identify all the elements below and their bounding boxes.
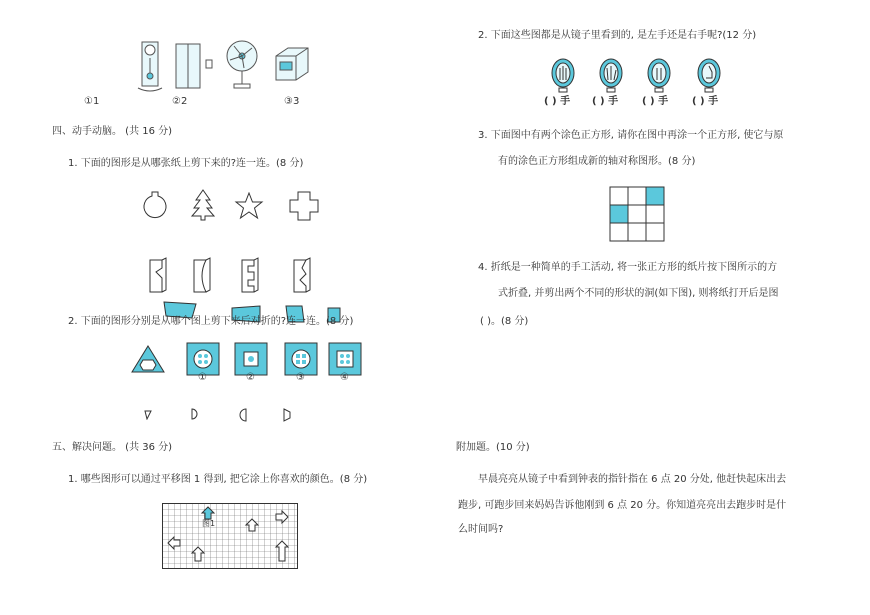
cut-piece-1 [144,410,152,420]
bonus-line-3: 么时间吗? [458,524,504,535]
section-5-title: 五、解决问题。 (共 36 分) [52,442,173,453]
fan-icon [220,38,264,92]
mirror-hand-icon [598,58,624,94]
section-4-title: 四、动手动脑。 (共 16 分) [52,126,173,137]
folded-paper-2 [190,256,212,296]
grid-label: 图1 [202,519,216,528]
option-3: ③3 [284,96,300,107]
folded-paper-3 [238,256,260,296]
cross-shape-icon [288,190,320,222]
folded-paper-1 [146,256,168,296]
bonus-line-1: 早晨亮亮从镜子中看到钟表的指针指在 6 点 20 分处, 他赶快起床出去 [478,474,787,485]
mirror-hand-icon [696,58,722,94]
circle-shape-icon [142,190,168,222]
elevator-icon [172,40,220,90]
hand-blank-2: ( ) 手 [592,96,619,107]
label-3: ③ [296,372,305,383]
label-4: ④ [340,372,349,383]
right-question-2: 2. 下面这些图都是从镜子里看到的, 是左手还是右手呢?(12 分) [478,30,757,41]
cut-piece-2 [190,408,198,420]
section-4-question-2: 2. 下面的图形分别是从哪个图上剪下来后对折的?连一连。(8 分) [68,316,354,327]
folded-paper-4 [290,256,312,296]
right-question-4-line-1: 4. 折纸是一种简单的手工活动, 将一张正方形的纸片按下图所示的方 [478,262,778,273]
right-question-4-line-2: 式折叠, 并剪出两个不同的形状的洞(如下图), 则将纸打开后是图 [498,288,779,299]
section-4-question-1: 1. 下面的图形是从哪张纸上剪下来的?连一连。(8 分) [68,158,304,169]
symmetry-grid [609,186,665,242]
label-2: ② [246,372,255,383]
pattern-square-4 [328,342,362,376]
cabinet-icon [272,44,312,84]
right-question-4-line-3: ( )。(8 分) [480,316,529,327]
right-question-3-line-2: 有的涂色正方形组成新的轴对称图形。(8 分) [498,156,696,167]
section-5-question-1: 1. 哪些图形可以通过平移图 1 得到, 把它涂上你喜欢的颜色。(8 分) [68,474,368,485]
pattern-square-1 [186,342,220,376]
hand-blank-1: ( ) 手 [544,96,571,107]
option-2: ②2 [172,96,188,107]
pattern-square-2 [234,342,268,376]
tree-shape-icon [190,188,216,222]
bonus-title: 附加题。(10 分) [456,442,530,453]
mirror-hand-icon [646,58,672,94]
cut-piece-3 [238,408,248,422]
translation-grid [162,503,298,569]
hand-blank-3: ( ) 手 [642,96,669,107]
bonus-line-2: 跑步, 可跑步回来妈妈告诉他刚到 6 点 20 分。你知道亮亮出去跑步时是什 [458,500,787,511]
option-1: ①1 [84,96,100,107]
pattern-square-3 [284,342,318,376]
star-shape-icon [234,192,264,220]
hand-blank-4: ( ) 手 [692,96,719,107]
cut-piece-4 [282,408,292,422]
clock-icon [136,38,164,92]
right-question-3-line-1: 3. 下面图中有两个涂色正方形, 请你在图中再涂一个正方形, 使它与原 [478,130,784,141]
label-1: ① [198,372,207,383]
triangle-hexagon-icon [130,344,166,374]
mirror-hand-icon [550,58,576,94]
